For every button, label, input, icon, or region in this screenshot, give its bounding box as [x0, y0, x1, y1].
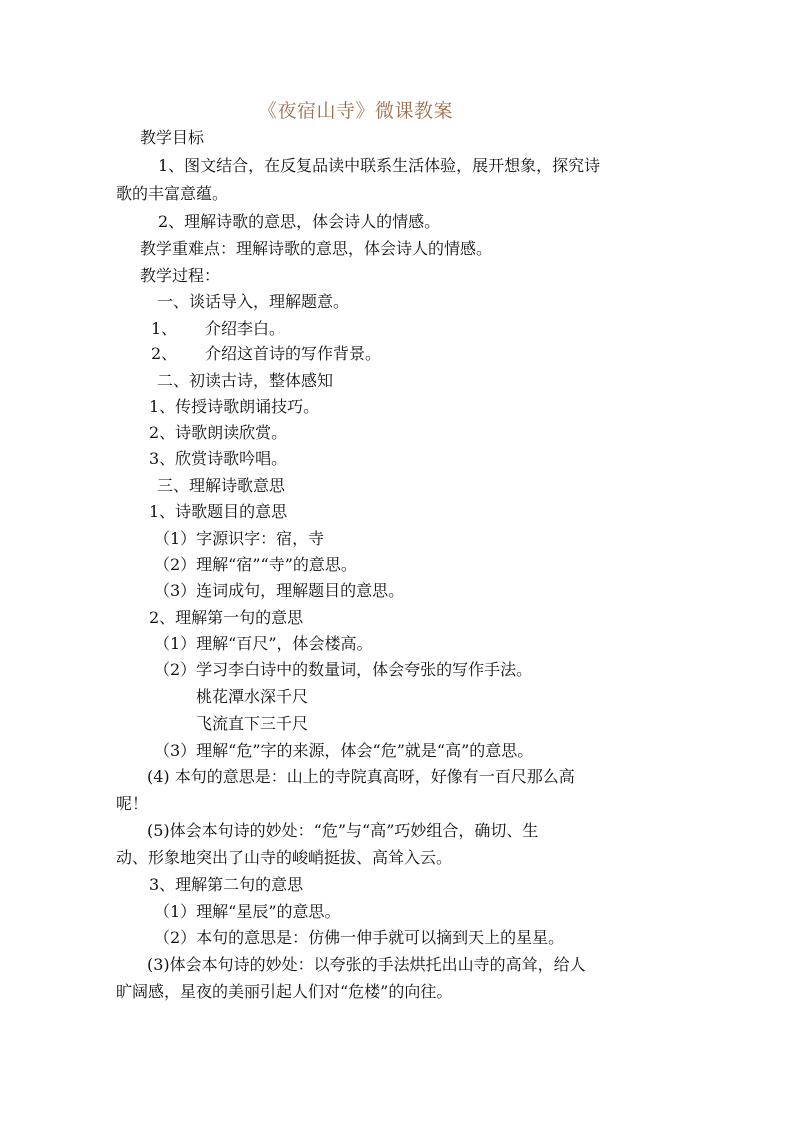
step-3-sub-3: 3、理解第二句的意思 [149, 875, 304, 894]
goal-2: 2、理解诗歌的意思，体会诗人的情感。 [158, 212, 441, 231]
step-2-heading: 二、初读古诗，整体感知 [157, 371, 334, 390]
step-3-sub-2-item-1: （1）理解“百尺”，体会楼高。 [154, 634, 373, 653]
step-3-sub-3-item-2: （2）本句的意思是：仿佛一伸手就可以摘到天上的星星。 [154, 928, 565, 947]
step-3-sub-1-item-3: （3）连词成句，理解题目的意思。 [154, 581, 405, 600]
step-3-sub-2-item-3: （3）理解“危”字的来源，体会“危”就是“高”的意思。 [154, 741, 534, 760]
item-text: 介绍李白。 [205, 319, 286, 338]
step-3-sub-3-item-3-line-1: (3)体会本句诗的妙处：以夸张的手法烘托出山寺的高耸，给人 [147, 955, 586, 974]
step-3-sub-3-item-1: （1）理解“星辰”的意思。 [154, 902, 341, 921]
step-1-item-1 [151, 319, 285, 339]
step-2-item-1: 1、传授诗歌朗诵技巧。 [149, 397, 320, 416]
step-3-sub-1: 1、诗歌题目的意思 [149, 502, 288, 521]
goal-1-line-1: 1、图文结合，在反复品读中联系生活体验，展开想象，探究诗 [158, 156, 601, 175]
document-title: 《夜宿山寺》微课教案 [258, 100, 454, 122]
step-3-sub-2-item-5-line-2: 动、形象地突出了山寺的峻峭挺拔、高耸入云。 [116, 848, 453, 867]
step-3-sub-1-item-2: （2）理解“宿”“寺”的意思。 [154, 555, 357, 574]
step-3-sub-2-item-4-line-2: 呢！ [116, 794, 149, 813]
step-2-item-3: 3、欣赏诗歌吟唱。 [149, 449, 288, 468]
step-3-heading: 三、理解诗歌意思 [157, 476, 286, 495]
step-1-item-2 [151, 344, 381, 364]
step-2-item-2: 2、诗歌朗读欣赏。 [149, 423, 288, 442]
step-3-sub-2: 2、理解第一句的意思 [149, 608, 304, 627]
item-text: 介绍这首诗的写作背景。 [205, 344, 382, 363]
step-3-sub-2-item-4-line-1: (4) 本句的意思是：山上的寺院真高呀，好像有一百尺那么高 [147, 767, 575, 786]
poem-line-2: 飞流直下三千尺 [196, 714, 309, 733]
item-number: 2、 [151, 344, 178, 363]
step-3-sub-2-item-5-line-1: (5)体会本句诗的妙处：“危”与“高”巧妙组合，确切、生 [147, 821, 539, 840]
section-heading-process: 教学过程： [140, 266, 221, 285]
section-heading-goals: 教学目标 [140, 128, 205, 147]
step-3-sub-3-item-3-line-2: 旷阔感，星夜的美丽引起人们对“危楼”的向往。 [116, 982, 453, 1001]
step-3-sub-2-item-2: （2）学习李白诗中的数量词，体会夸张的写作手法。 [154, 660, 533, 679]
goal-1-line-2: 歌的丰富意蕴。 [116, 184, 229, 203]
key-difficulty: 教学重难点：理解诗歌的意思，体会诗人的情感。 [140, 239, 493, 258]
step-3-sub-1-item-1: （1）字源识字：宿，寺 [154, 529, 325, 548]
step-1-heading: 一、谈话导入，理解题意。 [157, 292, 350, 311]
poem-line-1: 桃花潭水深千尺 [196, 687, 309, 706]
item-number: 1、 [151, 319, 178, 338]
